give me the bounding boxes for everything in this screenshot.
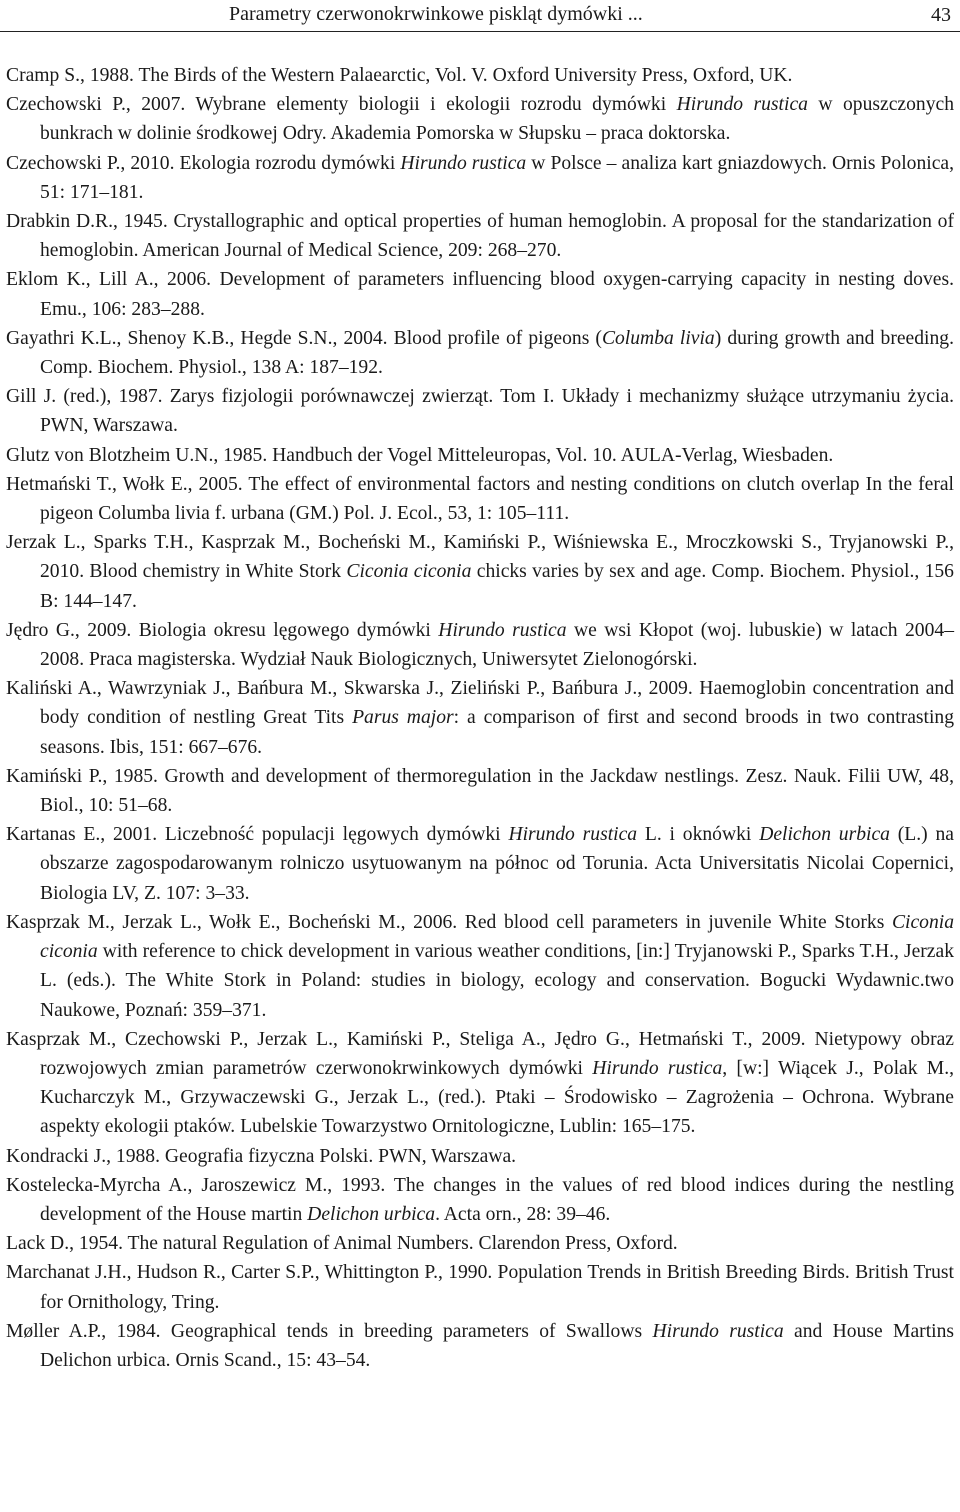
species-name: Hirundo rustica	[676, 94, 808, 116]
species-name: Columba livia	[601, 327, 715, 349]
reference-text: Hetmański T., Wołk E., 2005. The effect of environmental factors and nesting conditions on clutch overlap In the feral pigeon Columba livia f. urbana (GM.) Pol. J. Ecol., 53, 1: 105–111.	[6, 473, 954, 525]
reference-text: Marchanat J.H., Hudson R., Carter S.P., Whittington P., 1990. Population Trends in British Breeding Birds. British Trust for Ornithology, Tring.	[6, 1262, 954, 1313]
species-name: Hirundo rustica	[652, 1320, 784, 1342]
header-rule	[0, 31, 960, 32]
reference-text: w opuszczonych bunkrach w dolinie środkowej Odry. Akademia Pomorska w Słupsku – praca doktorska.	[40, 94, 954, 145]
reference-text: Kasprzak M., Jerzak L., Wołk E., Bocheński M., 2006. Red blood cell parameters in juvenile White Storks	[6, 911, 892, 933]
reference-text: L. i oknówki	[637, 824, 760, 846]
reference-text: Czechowski P., 2007. Wybrane elementy biologii i ekologii rozrodu dymówki	[6, 94, 677, 116]
reference-text: : a comparison of first and second broods in two contrasting seasons. Ibis, 151: 667–676.	[40, 707, 955, 758]
reference-entry	[6, 1142, 954, 1171]
species-name: Parus major	[352, 707, 454, 729]
reference-entry	[6, 265, 954, 323]
reference-entry	[6, 762, 954, 820]
reference-text: Gayathri K.L., Shenoy K.B., Hegde S.N., 2004. Blood profile of pigeons (	[6, 327, 602, 349]
species-name: Hirundo rustica	[438, 619, 567, 641]
reference-list	[6, 61, 954, 1375]
running-header	[0, 0, 960, 34]
reference-text: Møller A.P., 1984. Geographical tends in breeding parameters of Swallows	[6, 1320, 653, 1342]
reference-entry	[6, 90, 954, 148]
reference-entry	[6, 528, 954, 616]
reference-text: Czechowski P., 2010. Ekologia rozrodu dymówki	[6, 152, 401, 174]
species-name: Delichon urbica	[759, 824, 890, 846]
reference-text: Lack D., 1954. The natural Regulation of Animal Numbers. Clarendon Press, Oxford.	[6, 1233, 678, 1255]
species-name: Ciconia ciconia	[346, 561, 472, 583]
reference-text: (L.) na obszarze zagospodarowanym rolniczo usytuowanym na północ od Torunia. Acta Universitatis Nicolai Copernici, Biologia LV, Z. 107: 3–33.	[40, 824, 954, 904]
reference-entry	[6, 908, 954, 1025]
running-title: Parametry czerwonokrwinkowe piskląt dymówki ...	[229, 3, 643, 25]
reference-text: Drabkin D.R., 1945. Crystallographic and optical properties of human hemoglobin. A proposal for the standarization of hemoglobin. American Journal of Medical Science, 209: 268–270.	[6, 211, 954, 262]
page-number: 43	[931, 4, 951, 26]
reference-entry	[6, 441, 954, 470]
species-name: Hirundo rustica	[592, 1057, 723, 1079]
reference-entry	[6, 470, 954, 528]
reference-text: Kamiński P., 1985. Growth and development of thermoregulation in the Jackdaw nestlings. Zesz. Nauk. Filii UW, 48, Biol., 10: 51–68.	[6, 765, 954, 817]
reference-entry	[6, 616, 954, 674]
reference-text: Kasprzak M., Czechowski P., Jerzak L., Kamiński P., Steliga A., Jędro G., Hetmański T., 2009. Nietypowy obraz rozwojowych zmian parametrów czerwonokrwinkowych dymówki	[6, 1028, 954, 1079]
species-name: Delichon urbica	[307, 1203, 436, 1225]
reference-entry	[6, 820, 954, 908]
reference-entry	[6, 149, 954, 207]
reference-text: Kostelecka-Myrcha A., Jaroszewicz M., 1993. The changes in the values of red blood indices during the nestling development of the House martin	[6, 1174, 954, 1225]
reference-entry	[6, 1171, 954, 1229]
reference-entry	[6, 382, 954, 440]
reference-text: . Acta orn., 28: 39–46.	[435, 1203, 611, 1225]
reference-entry	[6, 1317, 954, 1375]
species-name: Hirundo rustica	[508, 824, 638, 846]
reference-text: Jędro G., 2009. Biologia okresu lęgowego dymówki	[6, 619, 439, 641]
reference-text: we wsi Kłopot (woj. lubuskie) w latach 2004–2008. Praca magisterska. Wydział Nauk Biologicznych, Uniwersytet Zielonogórski.	[40, 619, 954, 671]
reference-text: w Polsce – analiza kart gniazdowych. Ornis Polonica, 51: 171–181.	[40, 152, 954, 203]
species-name: Ciconia ciconia	[40, 911, 954, 963]
reference-text: Cramp S., 1988. The Birds of the Western Palaearctic, Vol. V. Oxford University Press, Oxford, UK.	[6, 65, 793, 86]
species-name: Hirundo rustica	[400, 152, 527, 174]
reference-text: Jerzak L., Sparks T.H., Kasprzak M., Bocheński M., Kamiński P., Wiśniewska E., Mroczkowski S., Tryjanowski P., 2010. Blood chemistry in White Stork	[6, 532, 954, 583]
reference-entry	[6, 207, 954, 265]
reference-text: , [w:] Wiącek J., Polak M., Kucharczyk M., Grzywaczewski G., Jerzak L., (red.). Ptaki – Środowisko – Zagrożenia – Ochrona. Wybrane aspekty ekologii ptaków. Lubelskie Towarzystwo Ornitologiczne, Lublin: 165–175.	[40, 1057, 954, 1138]
reference-text: and House Martins Delichon urbica. Ornis Scand., 15: 43–54.	[40, 1320, 955, 1371]
reference-text: Gill J. (red.), 1987. Zarys fizjologii porównawczej zwierząt. Tom I. Układy i mechanizmy służące utrzymaniu życia. PWN, Warszawa.	[6, 386, 954, 437]
reference-entry	[6, 324, 954, 382]
reference-text: Eklom K., Lill A., 2006. Development of parameters influencing blood oxygen-carrying capacity in nesting doves. Emu., 106: 283–288.	[6, 269, 954, 320]
reference-entry	[6, 1258, 954, 1316]
reference-entry	[6, 674, 954, 762]
reference-entry	[6, 1025, 954, 1142]
reference-entry	[6, 1229, 954, 1258]
reference-text: chicks varies by sex and age. Comp. Biochem. Physiol., 156 B: 144–147.	[40, 561, 954, 612]
reference-text: ) during growth and breeding. Comp. Biochem. Physiol., 138 A: 187–192.	[40, 327, 954, 379]
reference-text: Kondracki J., 1988. Geografia fizyczna Polski. PWN, Warszawa.	[6, 1145, 517, 1167]
reference-entry	[6, 61, 954, 90]
reference-text: Kaliński A., Wawrzyniak J., Bańbura M., Skwarska J., Zieliński P., Bańbura J., 2009. Haemoglobin concentration and body condition of nestling Great Tits	[6, 678, 954, 729]
reference-text: Glutz von Blotzheim U.N., 1985. Handbuch der Vogel Mitteleuropas, Vol. 10. AULA-Verlag, Wiesbaden.	[6, 444, 834, 466]
reference-text: with reference to chick development in various weather conditions, [in:] Tryjanowski P., Sparks T.H., Jerzak L. (eds.). The White Stork in Poland: studies in biology, ecology and conservation. Bogucki Wydawnic.two Naukowe, Poznań: 359–371.	[40, 941, 954, 1021]
reference-text: Kartanas E., 2001. Liczebność populacji lęgowych dymówki	[6, 824, 509, 846]
